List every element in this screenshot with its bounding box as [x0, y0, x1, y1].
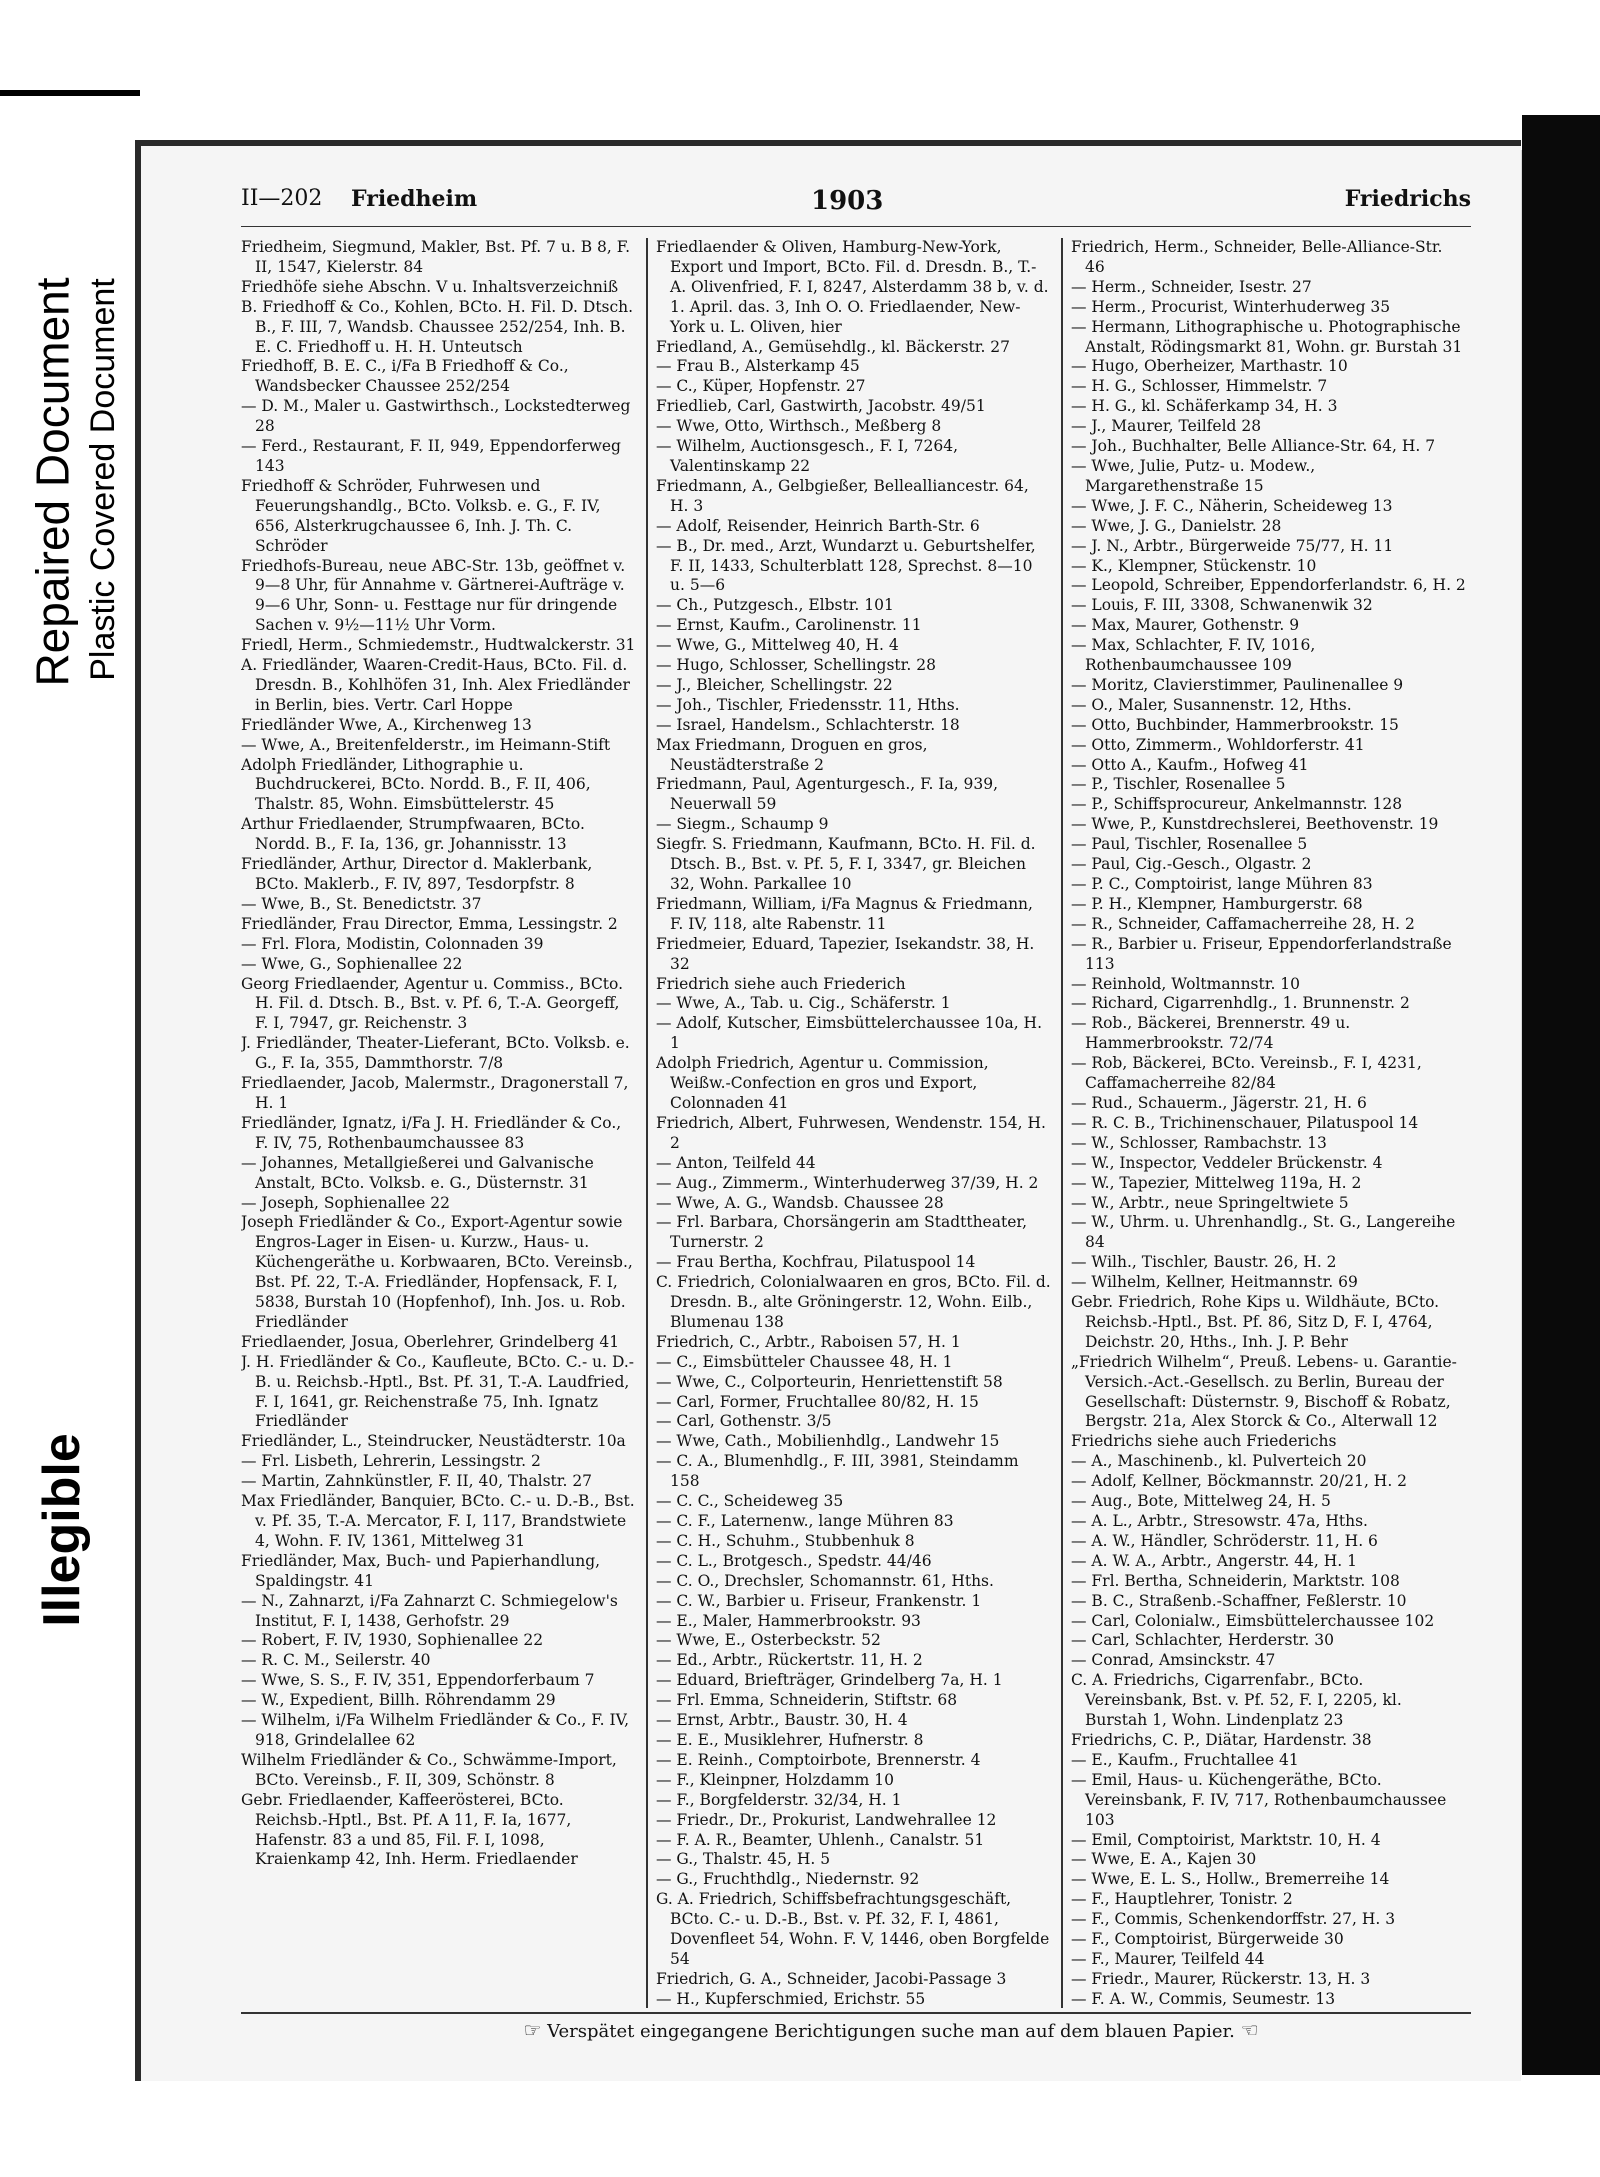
directory-entry: — Wwe, J. G., Danielstr. 28 [1071, 516, 1282, 535]
directory-entry: — Wwe, E., Osterbeckstr. 52 [656, 1631, 881, 1650]
directory-entry: — F., Comptoirist, Bürgerweide 30 [1071, 1930, 1344, 1949]
side-label-illegible: Illegible [32, 1433, 91, 1627]
directory-entry: — Paul, Cig.-Gesch., Olgastr. 2 [1071, 855, 1312, 874]
directory-entry: — D. M., Maler u. Gastwirthsch., Lockstedterweg 28 [241, 397, 631, 436]
directory-entry: Friedmann, William, i/Fa Magnus & Friedmann, F. IV, 118, alte Rabenstr. 11 [656, 894, 1033, 933]
side-label-plastic: Plastic Covered Document [83, 278, 122, 681]
directory-entry: — Adolf, Kellner, Böckmannstr. 20/21, H. 2 [1071, 1472, 1408, 1491]
directory-entry: — Robert, F. IV, 1930, Sophienallee 22 [241, 1631, 544, 1650]
directory-entry: — W., Tapezier, Mittelweg 119a, H. 2 [1071, 1173, 1362, 1192]
directory-entry: Friedhofs-Bureau, neue ABC-Str. 13b, geöffnet v. 9—8 Uhr, für Annahme v. Gärtnerei-Aufträge v. 9—6 Uhr, Sonn- u. Festtage nur für dringende Sachen v. 9½—11½ Uhr Vorm. [241, 556, 626, 635]
directory-entry: — Wilhelm, i/Fa Wilhelm Friedländer & Co., F. IV, 918, Grindelallee 62 [241, 1711, 630, 1749]
directory-entry: — Frl. Lisbeth, Lehrerin, Lessingstr. 2 [241, 1452, 541, 1471]
directory-entry: — Frl. Flora, Modistin, Colonnaden 39 [241, 934, 544, 953]
running-head [241, 186, 1471, 227]
directory-entry: Friedrichs, C. P., Diätar, Hardenstr. 38 [1071, 1730, 1372, 1749]
directory-entry: — R., Barbier u. Friseur, Eppendorferlandstraße 113 [1071, 934, 1452, 973]
directory-entry: — F., Hauptlehrer, Tonistr. 2 [1071, 1890, 1293, 1909]
directory-entry: — E., Maler, Hammerbrookstr. 93 [656, 1611, 921, 1630]
side-labels [0, 0, 135, 2177]
directory-entry: — Adolf, Kutscher, Eimsbüttelerchaussee 10a, H. 1 [656, 1014, 1043, 1053]
directory-entry: Friedland, A., Gemüsehdlg., kl. Bäckerstr. 27 [656, 337, 1011, 356]
directory-entry: — Joseph, Sophienallee 22 [241, 1193, 450, 1212]
directory-entry: — Max, Maurer, Gothenstr. 9 [1071, 616, 1300, 635]
directory-entry: Friedrich siehe auch Friederich [656, 974, 906, 993]
pointing-hand-icon: ☜ [1240, 2018, 1259, 2042]
directory-entry: Friedländer, Max, Buch- und Papierhandlung, Spaldingstr. 41 [241, 1551, 601, 1590]
directory-entry: — Wwe, G., Mittelweg 40, H. 4 [656, 636, 899, 655]
directory-entry: Gebr. Friedrich, Rohe Kips u. Wildhäute, BCto. Reichsb.-Hptl., Bst. Pf. 86, Sitz D, F. I, 4764, Deichstr. 20, Hths., Inh. J. P. Behr [1071, 1293, 1440, 1351]
directory-entry: Max Friedländer, Banquier, BCto. C.- u. D.-B., Bst. v. Pf. 35, T.-A. Mercator, F. I, 117, Brandstwiete 4, Wohn. F. IV, 1361, Mittelweg 31 [241, 1492, 635, 1550]
directory-entry: — Max, Schlachter, F. IV, 1016, Rothenbaumchaussee 109 [1071, 636, 1316, 675]
directory-entry: Friedlaender, Jacob, Malermstr., Dragonerstall 7, H. 1 [241, 1074, 629, 1112]
directory-entry: Friedländer, L., Steindrucker, Neustädterstr. 10a [241, 1432, 626, 1451]
directory-entry: Friedlieb, Carl, Gastwirth, Jacobstr. 49/51 [656, 397, 986, 416]
directory-entry: — W., Uhrm. u. Uhrenhandlg., St. G., Langereihe 84 [1071, 1213, 1456, 1252]
directory-entry: — Friedr., Dr., Prokurist, Landwehrallee 12 [656, 1810, 997, 1829]
directory-entry: Friedhoff, B. E. C., i/Fa B Friedhoff & Co., Wandsbecker Chaussee 252/254 [241, 357, 569, 396]
directory-entry: Adolph Friedländer, Lithographie u. Buchdruckerei, BCto. Nordd. B., F. II, 406, Thalstr. 85, Wohn. Eimsbüttelerstr. 45 [241, 755, 591, 814]
directory-entry: Joseph Friedländer & Co., Export-Agentur sowie Engros-Lager in Eisen- u. Kurzw., Haus- u. Küchengeräthe u. Korbwaaren, BCto. Vereinsb., Bst. Pf. 22, T.-A. Friedländer, Hopfensack, F. I, 5838, Burstah 10 (Hopfenhof), Inh. Jos. u. Rob. Friedländer [241, 1213, 633, 1331]
directory-entry: — C. C., Scheideweg 35 [656, 1492, 844, 1511]
directory-entry: — R. C. B., Trichinenschauer, Pilatuspool 14 [1071, 1113, 1419, 1132]
directory-entry: — J., Bleicher, Schellingstr. 22 [656, 675, 893, 694]
directory-entry: — H., Kupferschmied, Erichstr. 55 [656, 1989, 926, 2008]
directory-entry: — Adolf, Reisender, Heinrich Barth-Str. 6 [656, 516, 980, 535]
directory-entry: — W., Inspector, Veddeler Brückenstr. 4 [1071, 1153, 1383, 1172]
directory-entry: — P., Tischler, Rosenallee 5 [1071, 775, 1286, 794]
directory-entry: — Wwe, C., Colporteurin, Henriettenstift 58 [656, 1372, 1003, 1391]
directory-entry: Friedmann, Paul, Agenturgesch., F. Ia, 939, Neuerwall 59 [656, 775, 999, 814]
directory-entry: — F., Maurer, Teilfeld 44 [1071, 1949, 1265, 1968]
directory-entry: — Conrad, Amsinckstr. 47 [1071, 1651, 1276, 1670]
directory-entry: Friedhoff & Schröder, Fuhrwesen und Feuerungshandlg., BCto. Volksb. e. G., F. IV, 656, Alsterkrugchaussee 6, Inh. J. Th. C. Schröder [241, 476, 601, 555]
directory-entry: — Wwe, E. A., Kajen 30 [1071, 1850, 1257, 1869]
directory-entry: G. A. Friedrich, Schiffsbefrachtungsgeschäft, BCto. C.- u. D.-B., Bst. v. Pf. 32, F. I, 4861, Dovenfleet 54, Wohn. F. V, 1446, oben Borgfelde 54 [656, 1890, 1050, 1968]
directory-entry: J. Friedländer, Theater-Lieferant, BCto. Volksb. e. G., F. Ia, 355, Dammthorstr. 7/8 [241, 1034, 630, 1073]
directory-entry: — Ernst, Arbtr., Baustr. 30, H. 4 [656, 1711, 908, 1730]
directory-entry: — Ernst, Kaufm., Carolinenstr. 11 [656, 616, 922, 635]
directory-entry: — C. W., Barbier u. Friseur, Frankenstr. 1 [656, 1591, 982, 1610]
directory-entry: — Carl, Former, Fruchtallee 80/82, H. 15 [656, 1392, 979, 1411]
directory-entry: — Otto, Buchbinder, Hammerbrookstr. 15 [1071, 715, 1399, 734]
directory-entry: — Ch., Putzgesch., Elbstr. 101 [656, 596, 894, 615]
directory-entry: Friedländer, Ignatz, i/Fa J. H. Friedländer & Co., F. IV, 75, Rothenbaumchaussee 83 [241, 1113, 622, 1152]
directory-entry: — C. O., Drechsler, Schomannstr. 61, Hths. [656, 1571, 994, 1590]
directory-entry: — E., Kaufm., Fruchtallee 41 [1071, 1750, 1299, 1769]
directory-entry: Max Friedmann, Droguen en gros, Neustädterstraße 2 [656, 735, 928, 774]
directory-entry: „Friedrich Wilhelm“, Preuß. Lebens- u. Garantie-Versich.-Act.-Gesellsch. zu Berlin, Bureau der Gesellschaft: Düsternstr. 9, Bischoff & Robatz, Bergstr. 21a, Alex Storck & Co., Alterwall 12 [1071, 1352, 1457, 1431]
directory-entry: — Wwe, J. F. C., Näherin, Scheideweg 13 [1071, 496, 1393, 515]
footer-rule [241, 2012, 1471, 2014]
right-catchword: Friedrichs [1344, 186, 1471, 212]
directory-entry: — C. A., Blumenhdlg., F. III, 3981, Steindamm 158 [656, 1452, 1019, 1491]
directory-entry: — W., Schlosser, Rambachstr. 13 [1071, 1133, 1327, 1152]
directory-entry: — Eduard, Briefträger, Grindelberg 7a, H. 1 [656, 1671, 1003, 1690]
footer-notice-text: Verspätet eingegangene Berichtigungen suche man auf dem blauen Papier. [547, 2021, 1235, 2042]
directory-entry: — F., Commis, Schenkendorffstr. 27, H. 3 [1071, 1910, 1396, 1929]
column-1 [241, 238, 636, 2008]
directory-entry: — R., Schneider, Caffamacherreihe 28, H. 2 [1071, 914, 1415, 933]
left-catchword: Friedheim [351, 186, 478, 212]
directory-entry: — Carl, Colonialw., Eimsbüttelerchaussee 102 [1071, 1611, 1435, 1630]
directory-entry: — Herm., Schneider, Isestr. 27 [1071, 277, 1312, 296]
directory-entry: A. Friedländer, Waaren-Credit-Haus, BCto. Fil. d. Dresdn. B., Kohlhöfen 31, Inh. Alex Friedländer in Berlin, bies. Vertr. Carl Hoppe [241, 656, 630, 714]
directory-entry: — Leopold, Schreiber, Eppendorferlandstr. 6, H. 2 [1071, 576, 1466, 595]
directory-entry: — Wilhelm, Auctionsgesch., F. I, 7264, Valentinskamp 22 [656, 437, 959, 475]
directory-entry: — Aug., Bote, Mittelweg 24, H. 5 [1071, 1492, 1331, 1511]
directory-entry: — Carl, Gothenstr. 3/5 [656, 1412, 832, 1431]
directory-entry: — Wwe, S. S., F. IV, 351, Eppendorferbaum 7 [241, 1671, 595, 1690]
directory-entry: — Johannes, Metallgießerei und Galvanische Anstalt, BCto. Volksb. e. G., Düsternstr. 31 [241, 1153, 594, 1192]
directory-entry: — E. Reinh., Comptoirbote, Brennerstr. 4 [656, 1750, 981, 1769]
directory-entry: — Wwe, E. L. S., Hollw., Bremerreihe 14 [1071, 1870, 1390, 1889]
directory-entry: Adolph Friedrich, Agentur u. Commission, Weißw.-Confection en gros und Export, Colonnaden 41 [656, 1054, 989, 1112]
directory-entry: — Friedr., Maurer, Rückerstr. 13, H. 3 [1071, 1969, 1371, 1988]
column-rule [1061, 238, 1063, 2008]
directory-entry: Gebr. Friedlaender, Kaffeerösterei, BCto. Reichsb.-Hptl., Bst. Pf. A 11, F. Ia, 1677, Hafenstr. 83 a und 85, Fil. F. I, 1098, Kraienkamp 42, Inh. Herm. Friedlaender [241, 1790, 578, 1869]
column-rule [646, 238, 648, 2008]
directory-entry: — Wwe, Cath., Mobilienhdlg., Landwehr 15 [656, 1432, 1000, 1451]
directory-entry: — C., Küper, Hopfenstr. 27 [656, 377, 866, 396]
directory-columns [241, 238, 1471, 2008]
directory-entry: Friedrich, C., Arbtr., Raboisen 57, H. 1 [656, 1332, 961, 1351]
directory-entry: — Siegm., Schaump 9 [656, 815, 829, 834]
directory-entry: Arthur Friedlaender, Strumpfwaaren, BCto. Nordd. B., F. Ia, 136, gr. Johannisstr. 13 [241, 815, 585, 854]
directory-entry: — Reinhold, Woltmannstr. 10 [1071, 974, 1301, 993]
directory-entry: Friedländer Wwe, A., Kirchenweg 13 [241, 715, 532, 734]
directory-entry: Wilhelm Friedländer & Co., Schwämme-Import, BCto. Vereinsb., F. II, 309, Schönstr. 8 [241, 1750, 617, 1789]
directory-entry: — W., Arbtr., neue Springeltwiete 5 [1071, 1193, 1349, 1212]
directory-entry: — K., Klempner, Stückenstr. 10 [1071, 556, 1317, 575]
directory-entry: — Rud., Schauerm., Jägerstr. 21, H. 6 [1071, 1093, 1367, 1112]
directory-entry: — G., Fruchthdlg., Niedernstr. 92 [656, 1870, 920, 1889]
directory-entry: Friedrichs siehe auch Friederichs [1071, 1432, 1337, 1451]
directory-entry: Friedheim, Siegmund, Makler, Bst. Pf. 7 u. B 8, F. II, 1547, Kielerstr. 84 [241, 238, 631, 276]
directory-entry: — P. H., Klempner, Hamburgerstr. 68 [1071, 894, 1363, 913]
directory-entry: — P., Schiffsprocureur, Ankelmannstr. 128 [1071, 795, 1403, 814]
directory-entry: — F., Borgfelderstr. 32/34, H. 1 [656, 1790, 902, 1809]
directory-entry: — Richard, Cigarrenhdlg., 1. Brunnenstr. 2 [1071, 994, 1410, 1013]
directory-entry: — Wwe, A., Tab. u. Cig., Schäferstr. 1 [656, 994, 951, 1013]
directory-entry: — G., Thalstr. 45, H. 5 [656, 1850, 831, 1869]
directory-entry: Friedmann, A., Gelbgießer, Bellealliancestr. 64, H. 3 [656, 476, 1029, 515]
directory-entry: Friedmeier, Eduard, Tapezier, Isekandstr. 38, H. 32 [656, 934, 1035, 973]
directory-entry: — P. C., Comptoirist, lange Mühren 83 [1071, 875, 1373, 893]
column-2 [656, 238, 1051, 2008]
directory-entry: C. A. Friedrichs, Cigarrenfabr., BCto. Vereinsbank, Bst. v. Pf. 52, F. I, 2205, kl. Burstah 1, Wohn. Lindenplatz 23 [1071, 1671, 1402, 1730]
directory-entry: Friedhöfe siehe Abschn. V u. Inhaltsverzeichniß [241, 277, 619, 296]
directory-entry: — Ed., Arbtr., Rückertstr. 11, H. 2 [656, 1651, 923, 1670]
directory-entry: — Paul, Tischler, Rosenallee 5 [1071, 835, 1308, 854]
directory-entry: — Hugo, Oberheizer, Marthastr. 10 [1071, 357, 1348, 376]
directory-entry: B. Friedhoff & Co., Kohlen, BCto. H. Fil. D. Dtsch. B., F. III, 7, Wandsb. Chaussee 252/254, Inh. B. E. C. Friedhoff u. H. H. Unteutsch [241, 297, 634, 356]
directory-entry: Friedl, Herm., Schmiedemstr., Hudtwalckerstr. 31 [241, 636, 636, 655]
directory-entry: — Martin, Zahnkünstler, F. II, 40, Thalstr. 27 [241, 1472, 593, 1491]
scan-edge-right [1522, 115, 1600, 2075]
directory-entry: Friedrich, Albert, Fuhrwesen, Wendenstr. 154, H. 2 [656, 1113, 1046, 1152]
directory-entry: C. Friedrich, Colonialwaaren en gros, BCto. Fil. d. Dresdn. B., alte Gröningerstr. 12, Wohn. Eilb., Blumenau 138 [656, 1273, 1051, 1331]
directory-entry: — Hermann, Lithographische u. Photographische Anstalt, Rödingsmarkt 81, Wohn. gr. Burstah 31 [1071, 317, 1463, 356]
directory-entry: — F., Kleinpner, Holzdamm 10 [656, 1770, 895, 1789]
directory-entry: — H. G., kl. Schäferkamp 34, H. 3 [1071, 397, 1338, 416]
directory-entry: — H. G., Schlosser, Himmelstr. 7 [1071, 377, 1328, 396]
directory-entry: Friedländer, Arthur, Director d. Maklerbank, BCto. Maklerb., F. IV, 897, Tesdorpfstr. 8 [241, 855, 593, 893]
directory-entry: — J. N., Arbtr., Bürgerweide 75/77, H. 11 [1071, 536, 1394, 555]
directory-entry: — Frl. Emma, Schneiderin, Stiftstr. 68 [656, 1691, 958, 1710]
directory-entry: Friedlaender, Josua, Oberlehrer, Grindelberg 41 [241, 1332, 620, 1351]
directory-entry: — Anton, Teilfeld 44 [656, 1153, 816, 1172]
scanned-page [135, 140, 1521, 2081]
directory-entry: — Wwe, P., Kunstdrechslerei, Beethovenstr. 19 [1071, 815, 1439, 834]
directory-entry: — Wwe, Otto, Wirthsch., Meßberg 8 [656, 417, 942, 436]
directory-entry: — Frl. Barbara, Chorsängerin am Stadttheater, Turnerstr. 2 [656, 1213, 1028, 1252]
side-label-repaired: Repaired Document [26, 277, 79, 687]
directory-entry: — Wwe, G., Sophienallee 22 [241, 954, 463, 973]
directory-entry: — Wwe, Julie, Putz- u. Modew., Margarethenstraße 15 [1071, 456, 1316, 495]
page-number: II—202 [241, 186, 323, 211]
directory-entry: — A. W., Händler, Schröderstr. 11, H. 6 [1071, 1531, 1378, 1550]
directory-entry: — Frau B., Alsterkamp 45 [656, 357, 860, 376]
directory-entry: — C. L., Brotgesch., Spedstr. 44/46 [656, 1551, 932, 1570]
directory-entry: Friedrich, G. A., Schneider, Jacobi-Passage 3 [656, 1969, 1007, 1988]
directory-entry: — Aug., Zimmerm., Winterhuderweg 37/39, H. 2 [656, 1173, 1039, 1192]
directory-entry: — E. E., Musiklehrer, Hufnerstr. 8 [656, 1730, 924, 1749]
column-3 [1071, 238, 1466, 2008]
directory-entry: — Otto, Zimmerm., Wohldorferstr. 41 [1071, 735, 1365, 754]
directory-entry: — Hugo, Schlosser, Schellingstr. 28 [656, 656, 936, 675]
directory-entry: — Moritz, Clavierstimmer, Paulinenallee 9 [1071, 675, 1404, 694]
directory-entry: — Rob., Bäckerei, Brennerstr. 49 u. Hammerbrookstr. 72/74 [1071, 1014, 1351, 1053]
directory-entry: — Joh., Tischler, Friedensstr. 11, Hths. [656, 695, 960, 714]
directory-entry: — Israel, Handelsm., Schlachterstr. 18 [656, 715, 960, 734]
directory-entry: — Emil, Comptoirist, Marktstr. 10, H. 4 [1071, 1830, 1381, 1849]
directory-entry: — A. L., Arbtr., Stresowstr. 47a, Hths. [1071, 1512, 1368, 1530]
directory-entry: Friedlaender & Oliven, Hamburg-New-York, Export und Import, BCto. Fil. d. Dresdn. B., T.-A. Olivenfried, F. I, 8247, Alsterdamm 38 b, v. d. 1. April. das. 3, Inh O. O. Friedlaender, New-York u. L. Oliven, hier [656, 238, 1049, 336]
directory-entry: — Wilh., Tischler, Baustr. 26, H. 2 [1071, 1253, 1337, 1272]
directory-entry: — C. H., Schuhm., Stubbenhuk 8 [656, 1531, 915, 1550]
directory-entry: — Herm., Procurist, Winterhuderweg 35 [1071, 297, 1391, 316]
directory-entry: — O., Maler, Susannenstr. 12, Hths. [1071, 695, 1352, 714]
directory-entry: — F. A. R., Beamter, Uhlenh., Canalstr. 51 [656, 1830, 985, 1849]
footer-notice [441, 2018, 1341, 2042]
year: 1903 [811, 186, 884, 216]
directory-entry: Georg Friedlaender, Agentur u. Commiss., BCto. H. Fil. d. Dtsch. B., Bst. v. Pf. 6, T.-A. Georgeff, F. I, 7947, gr. Reichenstr. 3 [241, 974, 624, 1033]
directory-entry: — J., Maurer, Teilfeld 28 [1071, 417, 1262, 436]
directory-entry: — B., Dr. med., Arzt, Wundarzt u. Geburtshelfer, F. II, 1433, Schulterblatt 128, Sprechst. 8—10 u. 5—6 [656, 536, 1036, 595]
directory-entry: — Carl, Schlachter, Herderstr. 30 [1071, 1631, 1334, 1650]
directory-entry: — Wilhelm, Kellner, Heitmannstr. 69 [1071, 1273, 1358, 1292]
directory-entry: — Otto A., Kaufm., Hofweg 41 [1071, 755, 1309, 774]
directory-entry: — Frau Bertha, Kochfrau, Pilatuspool 14 [656, 1253, 976, 1272]
directory-entry: Friedrich, Herm., Schneider, Belle-Alliance-Str. 46 [1071, 238, 1443, 276]
directory-entry: — Wwe, A. G., Wandsb. Chaussee 28 [656, 1193, 944, 1212]
directory-entry: — R. C. M., Seilerstr. 40 [241, 1651, 431, 1670]
directory-entry: — A. W. A., Arbtr., Angerstr. 44, H. 1 [1071, 1551, 1358, 1570]
directory-entry: — F. A. W., Commis, Seumestr. 13 [1071, 1989, 1336, 2008]
directory-entry: — Rob, Bäckerei, BCto. Vereinsb., F. I, 4231, Caffamacherreihe 82/84 [1071, 1054, 1422, 1093]
directory-entry: — N., Zahnarzt, i/Fa Zahnarzt C. Schmiegelow's Institut, F. I, 1438, Gerhofstr. 29 [241, 1591, 618, 1630]
directory-entry: — B. C., Straßenb.-Schaffner, Feßlerstr. 10 [1071, 1591, 1407, 1610]
directory-entry: — Louis, F. III, 3308, Schwanenwik 32 [1071, 596, 1373, 615]
directory-entry: — Ferd., Restaurant, F. II, 949, Eppendorferweg 143 [241, 437, 621, 475]
directory-entry: — A., Maschinenb., kl. Pulverteich 20 [1071, 1452, 1367, 1471]
directory-entry: — C. F., Laternenw., lange Mühren 83 [656, 1512, 954, 1530]
directory-entry: — C., Eimsbütteler Chaussee 48, H. 1 [656, 1352, 953, 1371]
directory-entry: J. H. Friedländer & Co., Kaufleute, BCto. C.- u. D.-B. u. Reichsb.-Hptl., Bst. Pf. 31, T.-A. Laudfried, F. I, 1641, gr. Reichenstraße 75, Inh. Ignatz Friedländer [241, 1352, 634, 1431]
directory-entry: Friedländer, Frau Director, Emma, Lessingstr. 2 [241, 914, 618, 933]
directory-entry: — Wwe, B., St. Benedictstr. 37 [241, 894, 482, 913]
pointing-hand-icon: ☞ [523, 2018, 542, 2042]
directory-entry: — Frl. Bertha, Schneiderin, Marktstr. 108 [1071, 1571, 1400, 1590]
directory-entry: — W., Expedient, Billh. Röhrendamm 29 [241, 1691, 556, 1710]
directory-entry: — Joh., Buchhalter, Belle Alliance-Str. 64, H. 7 [1071, 437, 1436, 456]
directory-entry: — Wwe, A., Breitenfelderstr., im Heimann-Stift [241, 735, 611, 754]
directory-entry: — Emil, Haus- u. Küchengeräthe, BCto. Vereinsbank, F. IV, 717, Rothenbaumchaussee 103 [1071, 1770, 1447, 1829]
directory-entry: Siegfr. S. Friedmann, Kaufmann, BCto. H. Fil. d. Dtsch. B., Bst. v. Pf. 5, F. I, 3347, gr. Bleichen 32, Wohn. Parkallee 10 [656, 835, 1036, 893]
